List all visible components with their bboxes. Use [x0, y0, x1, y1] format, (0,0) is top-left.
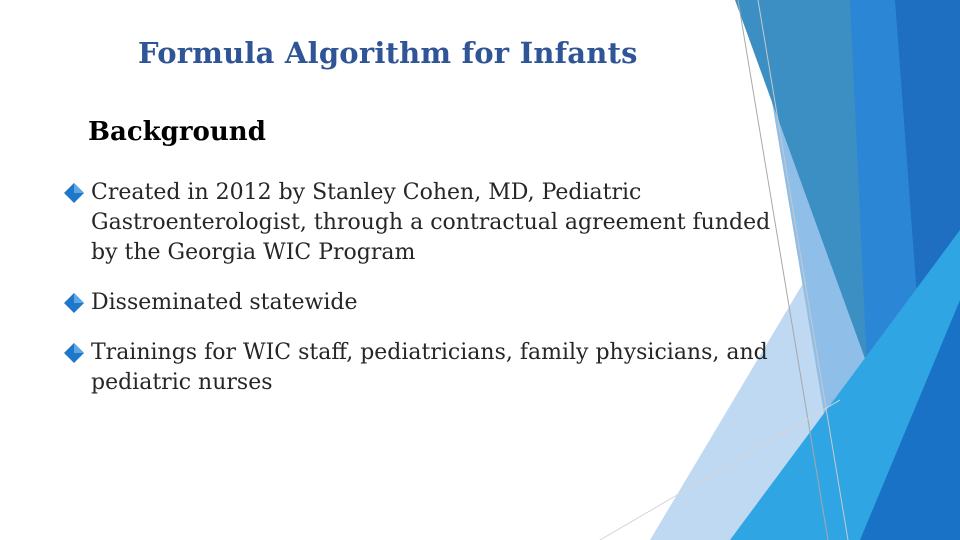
bullet-list — [62, 178, 792, 398]
bullet-item — [62, 288, 792, 318]
bullet-text: Disseminated statewide — [91, 290, 358, 315]
bullet-item — [62, 178, 792, 268]
diamond-bullet-icon — [62, 181, 86, 205]
section-heading: Background — [88, 117, 266, 147]
bullet-text: Created in 2012 by Stanley Cohen, MD, Pediatric Gastroenterologist, through a contractual agreement funded by the Georgia WIC Program — [91, 180, 771, 265]
slide-title: Formula Algorithm for Infants — [138, 36, 638, 70]
bullet-item — [62, 338, 792, 398]
diamond-bullet-icon — [62, 291, 86, 315]
diamond-bullet-icon — [62, 341, 86, 365]
bullet-text: Trainings for WIC staff, pediatricians, family physicians, and pediatric nurses — [91, 340, 768, 395]
